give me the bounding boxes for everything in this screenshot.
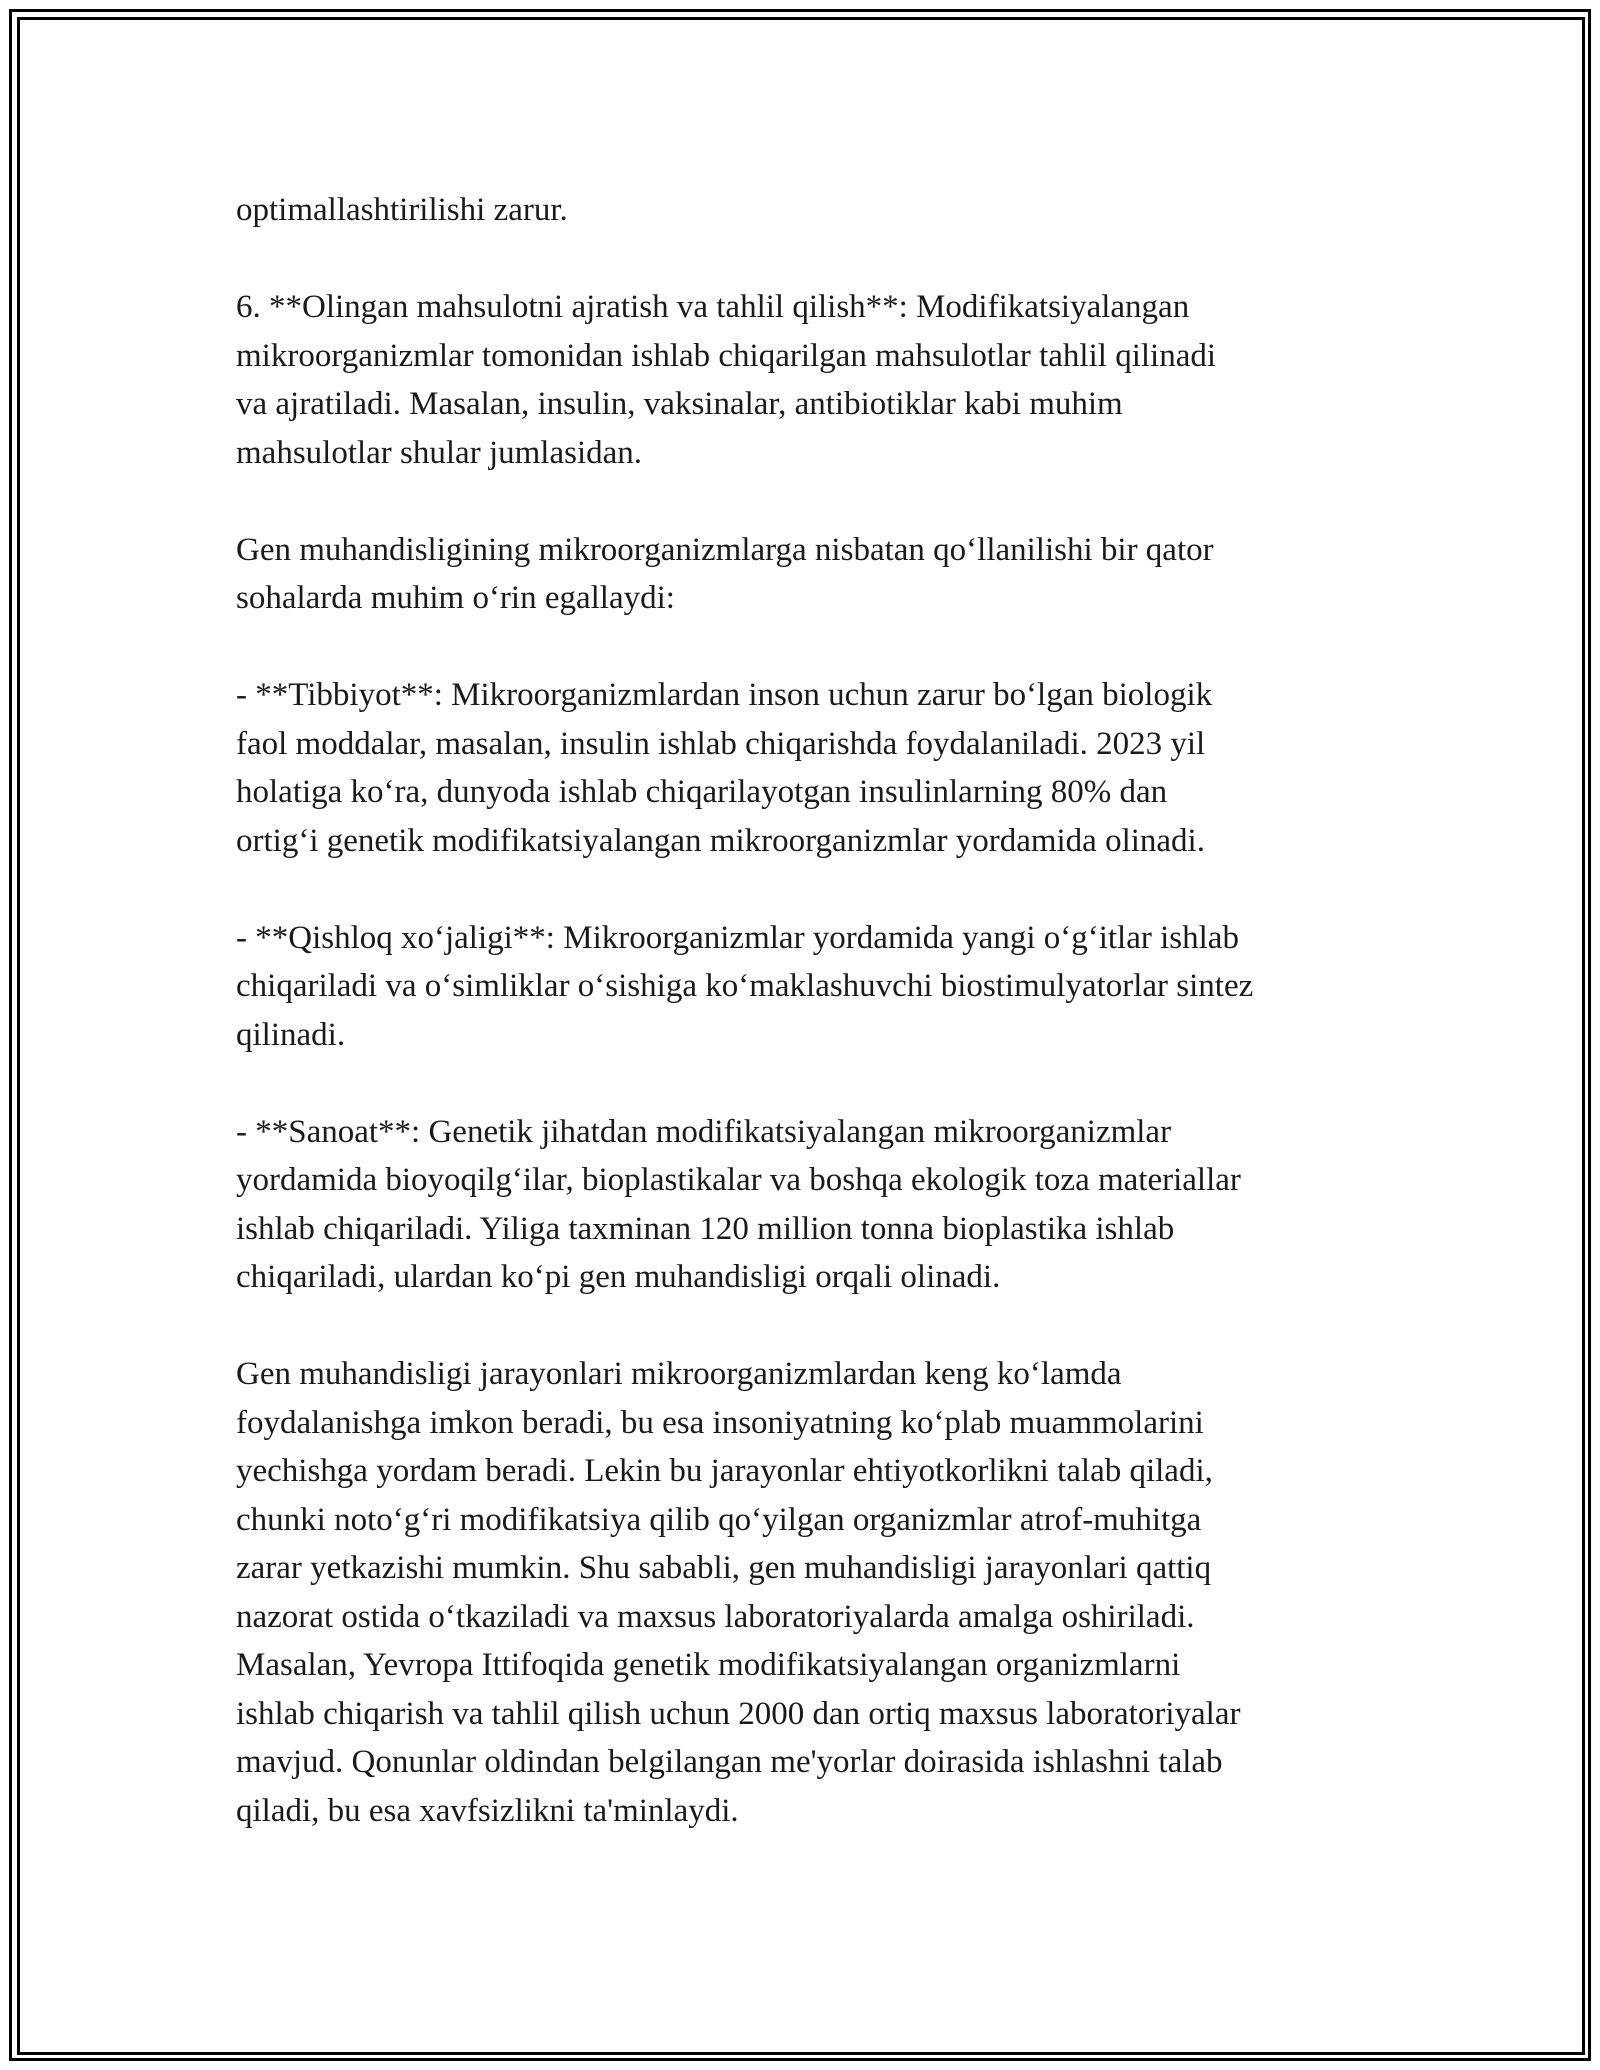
list-item-medicine: - **Tibbiyot**: Mikroorganizmlardan inson uchun zarur bo‘lgan biologik faol moddalar, masalan, insulin ishlab chiqarishda foydalaniladi. 2023 yil holatiga ko‘ra, dunyoda ishlab chiqarilayotgan insulinlarning 80% dan ortig‘i genetik modifikatsiyalangan mikroorganizmlar yordamida olinadi. xyxy=(236,677,1213,859)
paragraph-continuation: optimallashtirilishi zarur. xyxy=(236,192,568,228)
paragraph-applications-intro: Gen muhandisligining mikroorganizmlarga nisbatan qo‘llanilishi bir qator sohalarda muhim o‘rin egallaydi: xyxy=(236,531,1214,616)
paragraph-step-6: 6. **Olingan mahsulotni ajratish va tahlil qilish**: Modifikatsiyalangan mikroorganizmlar tomonidan ishlab chiqarilgan mahsulotlar tahlil qilinadi va ajratiladi. Masalan, insulin, vaksinalar, antibiotiklar kabi muhim mahsulotlar shular jumlasidan. xyxy=(236,289,1217,471)
list-item-agriculture: - **Qishloq xo‘jaligi**: Mikroorganizmlar yordamida yangi o‘g‘itlar ishlab chiqariladi va o‘simliklar o‘sishiga ko‘maklashuvchi biostimulyatorlar sintez qilinadi. xyxy=(236,919,1254,1053)
list-item-industry: - **Sanoat**: Genetik jihatdan modifikatsiyalangan mikroorganizmlar yordamida bioyoqilg‘ilar, bioplastikalar va boshqa ekologik toza materiallar ishlab chiqariladi. Yiliga taxminan 120 million tonna bioplastika ishlab chiqariladi, ulardan ko‘pi gen muhandisligi orqali olinadi. xyxy=(236,1113,1241,1295)
paragraph-conclusion: Gen muhandisligi jarayonlari mikroorganizmlardan keng ko‘lamda foydalanishga imkon beradi, bu esa insoniyatning ko‘plab muammolarini yechishga yordam beradi. Lekin bu jarayonlar ehtiyotkorlikni talab qiladi, chunki noto‘g‘ri modifikatsiya qilib qo‘yilgan organizmlar atrof-muhitga zarar yetkazishi mumkin. Shu sababli, gen muhandisligi jarayonlari qattiq nazorat ostida o‘tkaziladi va maxsus laboratoriyalarda amalga oshiriladi. Masalan, Yevropa Ittifoqida genetik modifikatsiyalangan organizmlarni ishlab chiqarish va tahlil qilish uchun 2000 dan ortiq maxsus laboratoriyalar mavjud. Qonunlar oldindan belgilangan me'yorlar doirasida ishlashni talab qiladi, bu esa xavfsizlikni ta'minlaydi. xyxy=(236,1356,1241,1829)
document-body xyxy=(236,186,1386,1835)
